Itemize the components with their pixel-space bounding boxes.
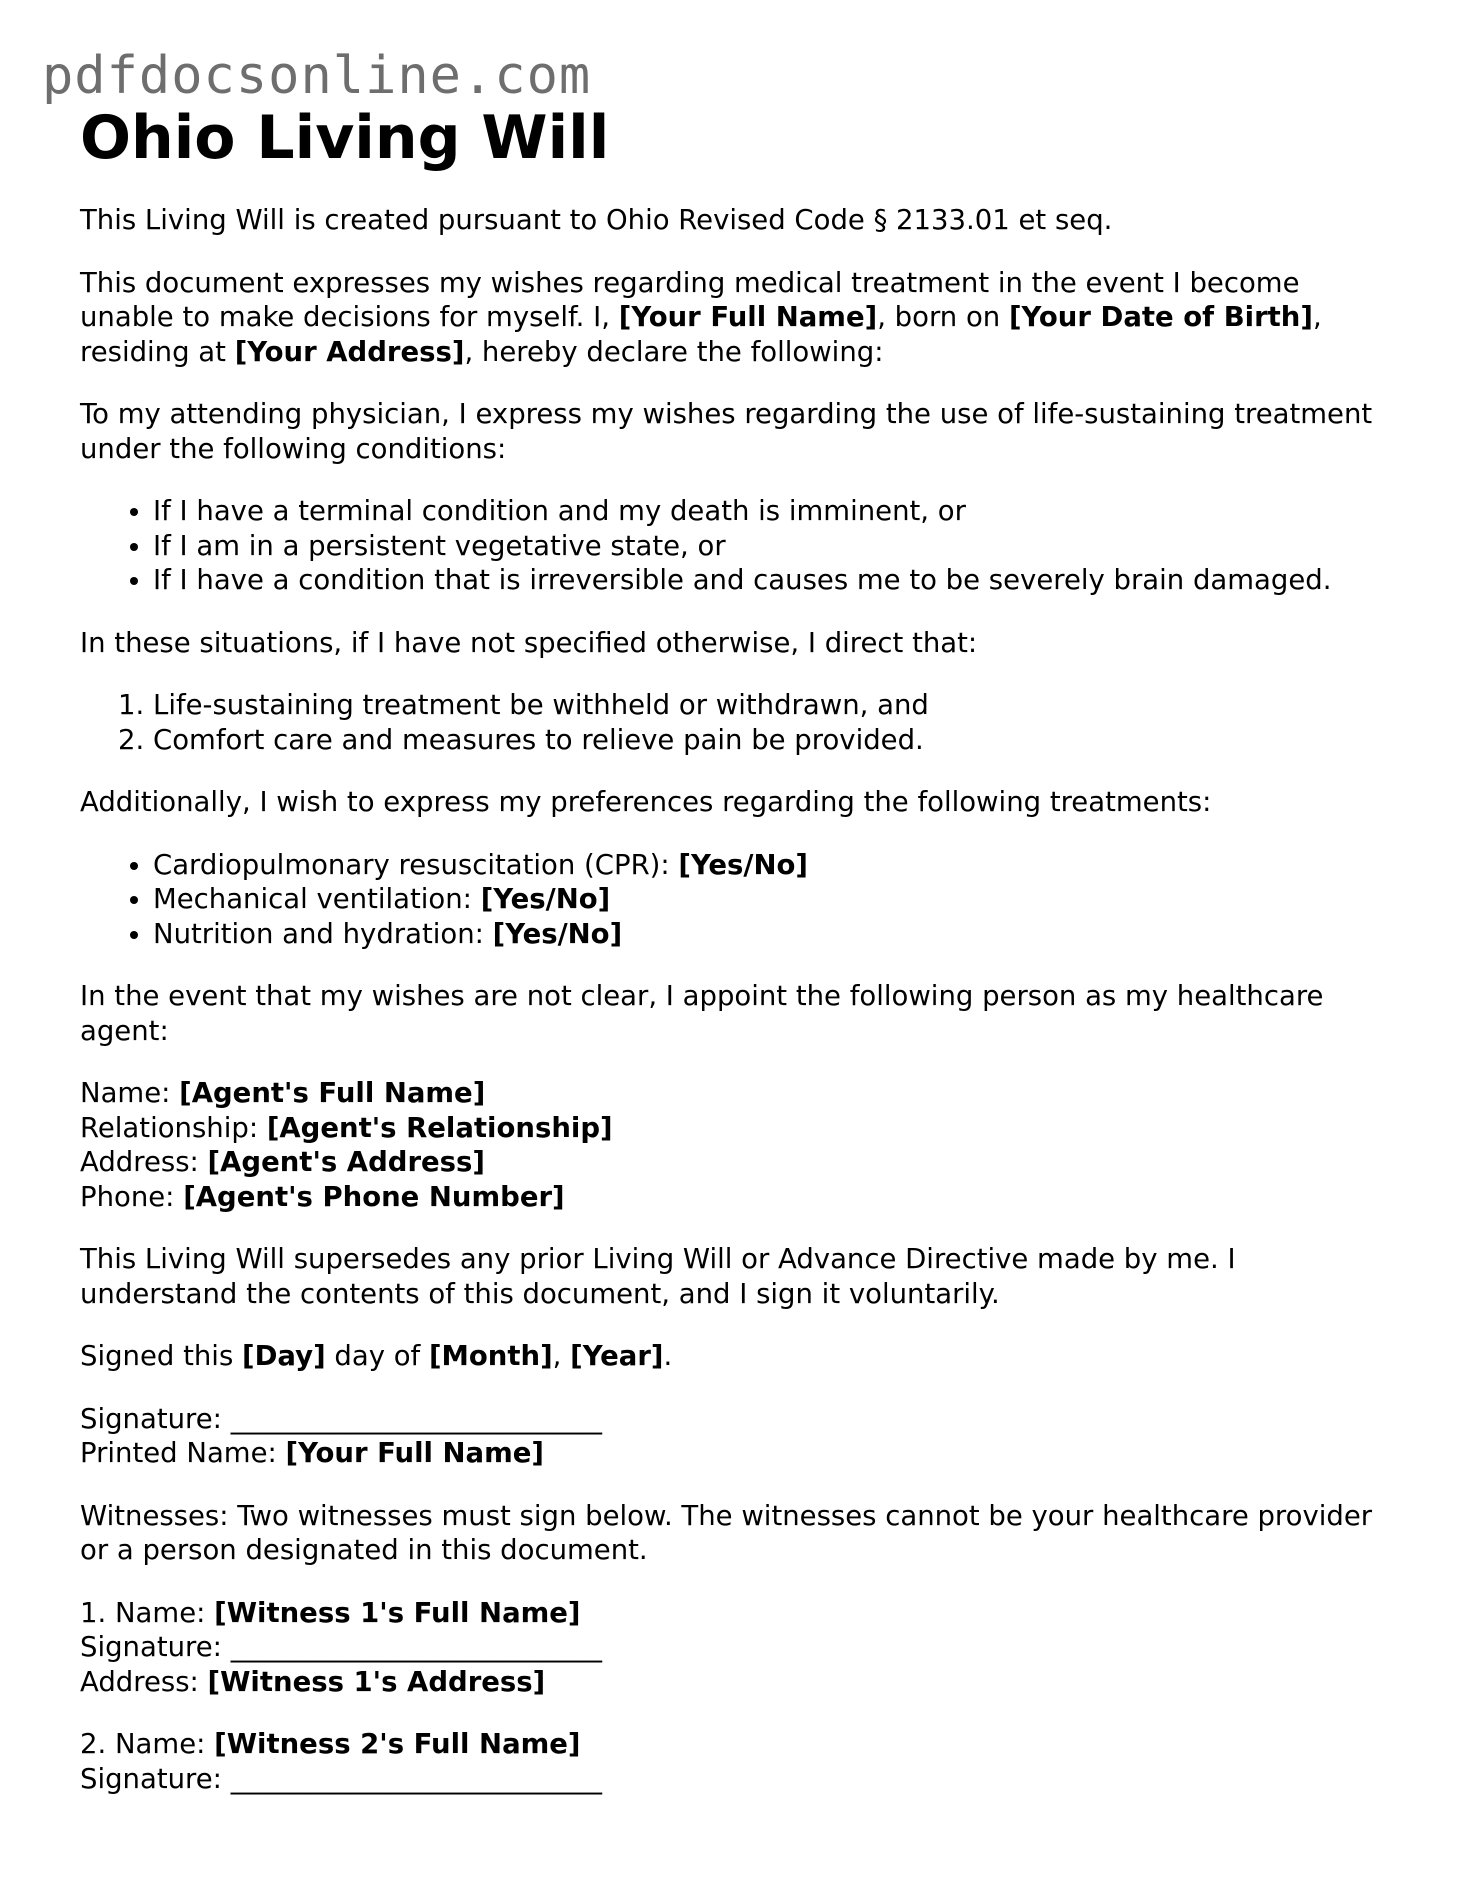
list-item [153, 848, 1400, 883]
witness-1-signature-label: Signature: [80, 1631, 231, 1663]
witness-intro-paragraph: Witnesses: Two witnesses must sign below. The witnesses cannot be your healthcare provider or a person designated in this document. [80, 1499, 1373, 1566]
preferences-list [80, 848, 1400, 952]
page-title: Ohio Living Will [80, 103, 610, 173]
declaration-text-2: , born on [877, 301, 1009, 333]
agent-relationship-label: Relationship: [80, 1111, 267, 1144]
intro-paragraph: This Living Will is created pursuant to Ohio Revised Code § 2133.01 et seq. [80, 204, 1113, 236]
witness-1-name-label: 1. Name: [80, 1596, 215, 1629]
signed-day: [Day] [242, 1340, 326, 1372]
directives-list [80, 688, 1400, 757]
witness-2-signature-label: Signature: [80, 1762, 231, 1795]
preference-value: [Yes/No] [678, 848, 808, 881]
agent-address-line [80, 1145, 1400, 1180]
witness-2-block [80, 1727, 1400, 1796]
signed-month: [Month] [428, 1340, 553, 1372]
supersede-paragraph: This Living Will supersedes any prior Living Will or Advance Directive made by me. I understand the contents of this document, and I sign it voluntarily. [80, 1243, 1236, 1310]
agent-phone-label: Phone: [80, 1180, 184, 1213]
signature-blank[interactable]: ___________________________ [230, 1402, 602, 1435]
agent-address-value: [Agent's Address] [207, 1146, 485, 1178]
agent-name-label: Name: [80, 1077, 180, 1109]
declarant-full-name: [Your Full Name] [618, 301, 878, 333]
witness-2-name-label: 2. Name: [80, 1728, 215, 1760]
printed-name-value: [Your Full Name] [285, 1437, 544, 1469]
signed-date-line [80, 1339, 1400, 1374]
witness-2-signature-line [80, 1762, 1400, 1797]
agent-relationship-value: [Agent's Relationship] [266, 1111, 613, 1144]
signed-text-1: Signed this [80, 1340, 243, 1372]
witness-1-block [80, 1596, 1400, 1700]
physician-intro-paragraph: To my attending physician, I express my wishes regarding the use of life-sustaining treatment under the following conditions: [80, 398, 1373, 465]
witness-1-address-line [80, 1665, 1400, 1700]
preference-value: [Yes/No] [480, 883, 611, 915]
preferences-intro-paragraph: Additionally, I wish to express my preferences regarding the following treatments: [80, 786, 1212, 818]
declaration-text-3: , residing at [80, 301, 1322, 368]
signed-text-3: , [552, 1340, 571, 1372]
agent-address-label: Address: [80, 1146, 208, 1178]
printed-name-label: Printed Name: [80, 1437, 286, 1469]
witness-2-name-line [80, 1727, 1400, 1762]
list-item [153, 917, 1400, 952]
printed-name-line [80, 1436, 1400, 1471]
preference-value: [Yes/No] [492, 917, 623, 950]
preference-label: Nutrition and hydration: [153, 917, 493, 950]
witness-1-address-label: Address: [80, 1665, 208, 1698]
signed-text-4: . [663, 1340, 673, 1372]
preference-label: Mechanical ventilation: [153, 883, 481, 915]
list-item [153, 882, 1400, 917]
witness-1-address-value: [Witness 1's Address] [207, 1665, 546, 1698]
agent-phone-value: [Agent's Phone Number] [183, 1180, 565, 1213]
list-item: 1. Life-sustaining treatment be withheld or withdrawn, and [153, 688, 1400, 723]
agent-name-value: [Agent's Full Name] [179, 1077, 486, 1109]
watermark: pdfdocsonline.com [42, 46, 592, 106]
conditions-list [80, 494, 1400, 598]
witness-2-signature-blank[interactable]: ___________________________ [230, 1762, 602, 1795]
direct-intro-paragraph: In these situations, if I have not specified otherwise, I direct that: [80, 626, 978, 659]
list-item: 2. Comfort care and measures to relieve pain be provided. [153, 723, 1400, 758]
agent-details [80, 1076, 1400, 1214]
signed-text-2: day of [325, 1340, 429, 1372]
agent-phone-line [80, 1180, 1400, 1215]
agent-name-line [80, 1076, 1400, 1111]
declarant-address: [Your Address] [234, 335, 465, 368]
declarant-date-of-birth: [Your Date of Birth] [1008, 301, 1313, 333]
signature-label: Signature: [80, 1402, 231, 1435]
witness-2-name-value: [Witness 2's Full Name] [214, 1728, 581, 1760]
agent-relationship-line [80, 1111, 1400, 1146]
declaration-paragraph [80, 266, 1400, 370]
list-item: • If I have a condition that is irreversible and causes me to be severely brain damaged. [153, 563, 1400, 598]
list-item: • If I have a terminal condition and my death is imminent, or [153, 494, 1400, 529]
witness-1-name-value: [Witness 1's Full Name] [214, 1596, 581, 1629]
agent-intro-paragraph: In the event that my wishes are not clear, I appoint the following person as my healthcare agent: [80, 980, 1324, 1047]
list-item: • If I am in a persistent vegetative state, or [153, 529, 1400, 564]
document-page [80, 100, 1400, 1796]
witness-1-name-line [80, 1596, 1400, 1631]
witness-1-signature-blank[interactable]: ___________________________ [230, 1631, 602, 1663]
witness-1-signature-line [80, 1630, 1400, 1665]
signed-year: [Year] [570, 1340, 664, 1372]
declaration-text-4: , hereby declare the following: [464, 335, 884, 368]
declaration-text-1: This document expresses my wishes regarding medical treatment in the event I become unable to make decisions for myself. I, [80, 266, 1300, 333]
declarant-signature-block [80, 1402, 1400, 1471]
preference-label: Cardiopulmonary resuscitation (CPR): [153, 848, 679, 881]
signature-line [80, 1402, 1400, 1437]
